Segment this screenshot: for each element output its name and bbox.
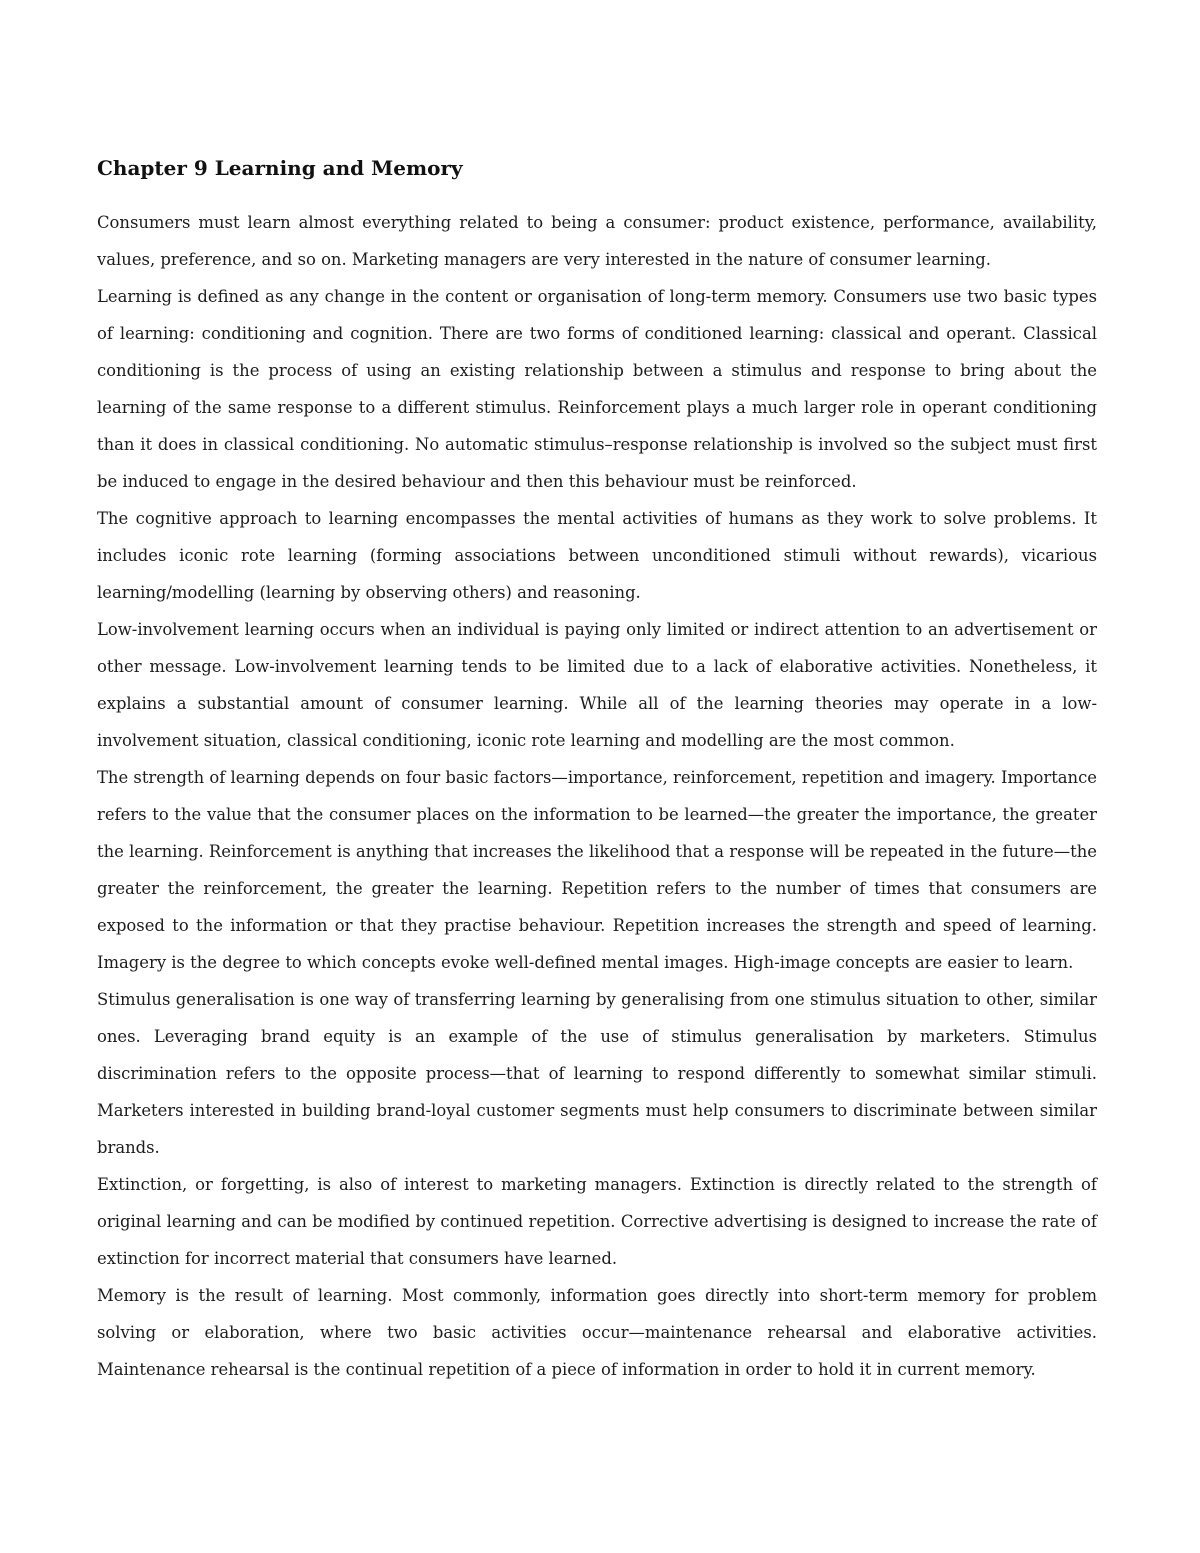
paragraph-memory: Memory is the result of learning. Most commonly, information goes directly into short-term memory for problem solving or elaboration, where two basic activities occur—maintenance rehearsal and elaborative activities. Maintenance rehearsal is the continual repetition of a piece of information in order to hold it in current memory. — [97, 1286, 1097, 1379]
document-page — [97, 150, 1097, 1388]
paragraph-learning-definition: Learning is defined as any change in the content or organisation of long-term memory. Consumers use two basic types of learning: conditioning and cognition. There are two forms of conditioned learning: classical and operant. Classical conditioning is the process of using an existing relationship between a stimulus and response to bring about the learning of the same response to a different stimulus. Reinforcement plays a much larger role in operant conditioning than it does in classical conditioning. No automatic stimulus–response relationship is involved so the subject must first be induced to engage in the desired behaviour and then this behaviour must be reinforced. — [97, 287, 1097, 491]
paragraph-cognitive-approach: The cognitive approach to learning encompasses the mental activities of humans as they work to solve problems. It includes iconic rote learning (forming associations between unconditioned stimuli without rewards), vicarious learning/modelling (learning by observing others) and reasoning. — [97, 509, 1097, 602]
chapter-title: Chapter 9 Learning and Memory — [97, 156, 463, 180]
paragraph-low-involvement: Low-involvement learning occurs when an individual is paying only limited or indirect attention to an advertisement or other message. Low-involvement learning tends to be limited due to a lack of elaborative activities. Nonetheless, it explains a substantial amount of consumer learning. While all of the learning theories may operate in a low-involvement situation, classical conditioning, iconic rote learning and modelling are the most common. — [97, 620, 1097, 750]
paragraph-intro: Consumers must learn almost everything related to being a consumer: product existence, performance, availability, values, preference, and so on. Marketing managers are very interested in the nature of consumer learning. — [97, 213, 1097, 269]
paragraph-strength-of-learning: The strength of learning depends on four basic factors—importance, reinforcement, repetition and imagery. Importance refers to the value that the consumer places on the information to be learned—the greater the importance, the greater the learning. Reinforcement is anything that increases the likelihood that a response will be repeated in the future—the greater the reinforcement, the greater the learning. Repetition refers to the number of times that consumers are exposed to the information or that they practise behaviour. Repetition increases the strength and speed of learning. Imagery is the degree to which concepts evoke well-defined mental images. High-image concepts are easier to learn. — [97, 768, 1097, 972]
paragraph-extinction: Extinction, or forgetting, is also of interest to marketing managers. Extinction is directly related to the strength of original learning and can be modified by continued repetition. Corrective advertising is designed to increase the rate of extinction for incorrect material that consumers have learned. — [97, 1175, 1097, 1268]
paragraph-stimulus-generalisation: Stimulus generalisation is one way of transferring learning by generalising from one stimulus situation to other, similar ones. Leveraging brand equity is an example of the use of stimulus generalisation by marketers. Stimulus discrimination refers to the opposite process—that of learning to respond differently to somewhat similar stimuli. Marketers interested in building brand-loyal customer segments must help consumers to discriminate between similar brands. — [97, 990, 1097, 1157]
